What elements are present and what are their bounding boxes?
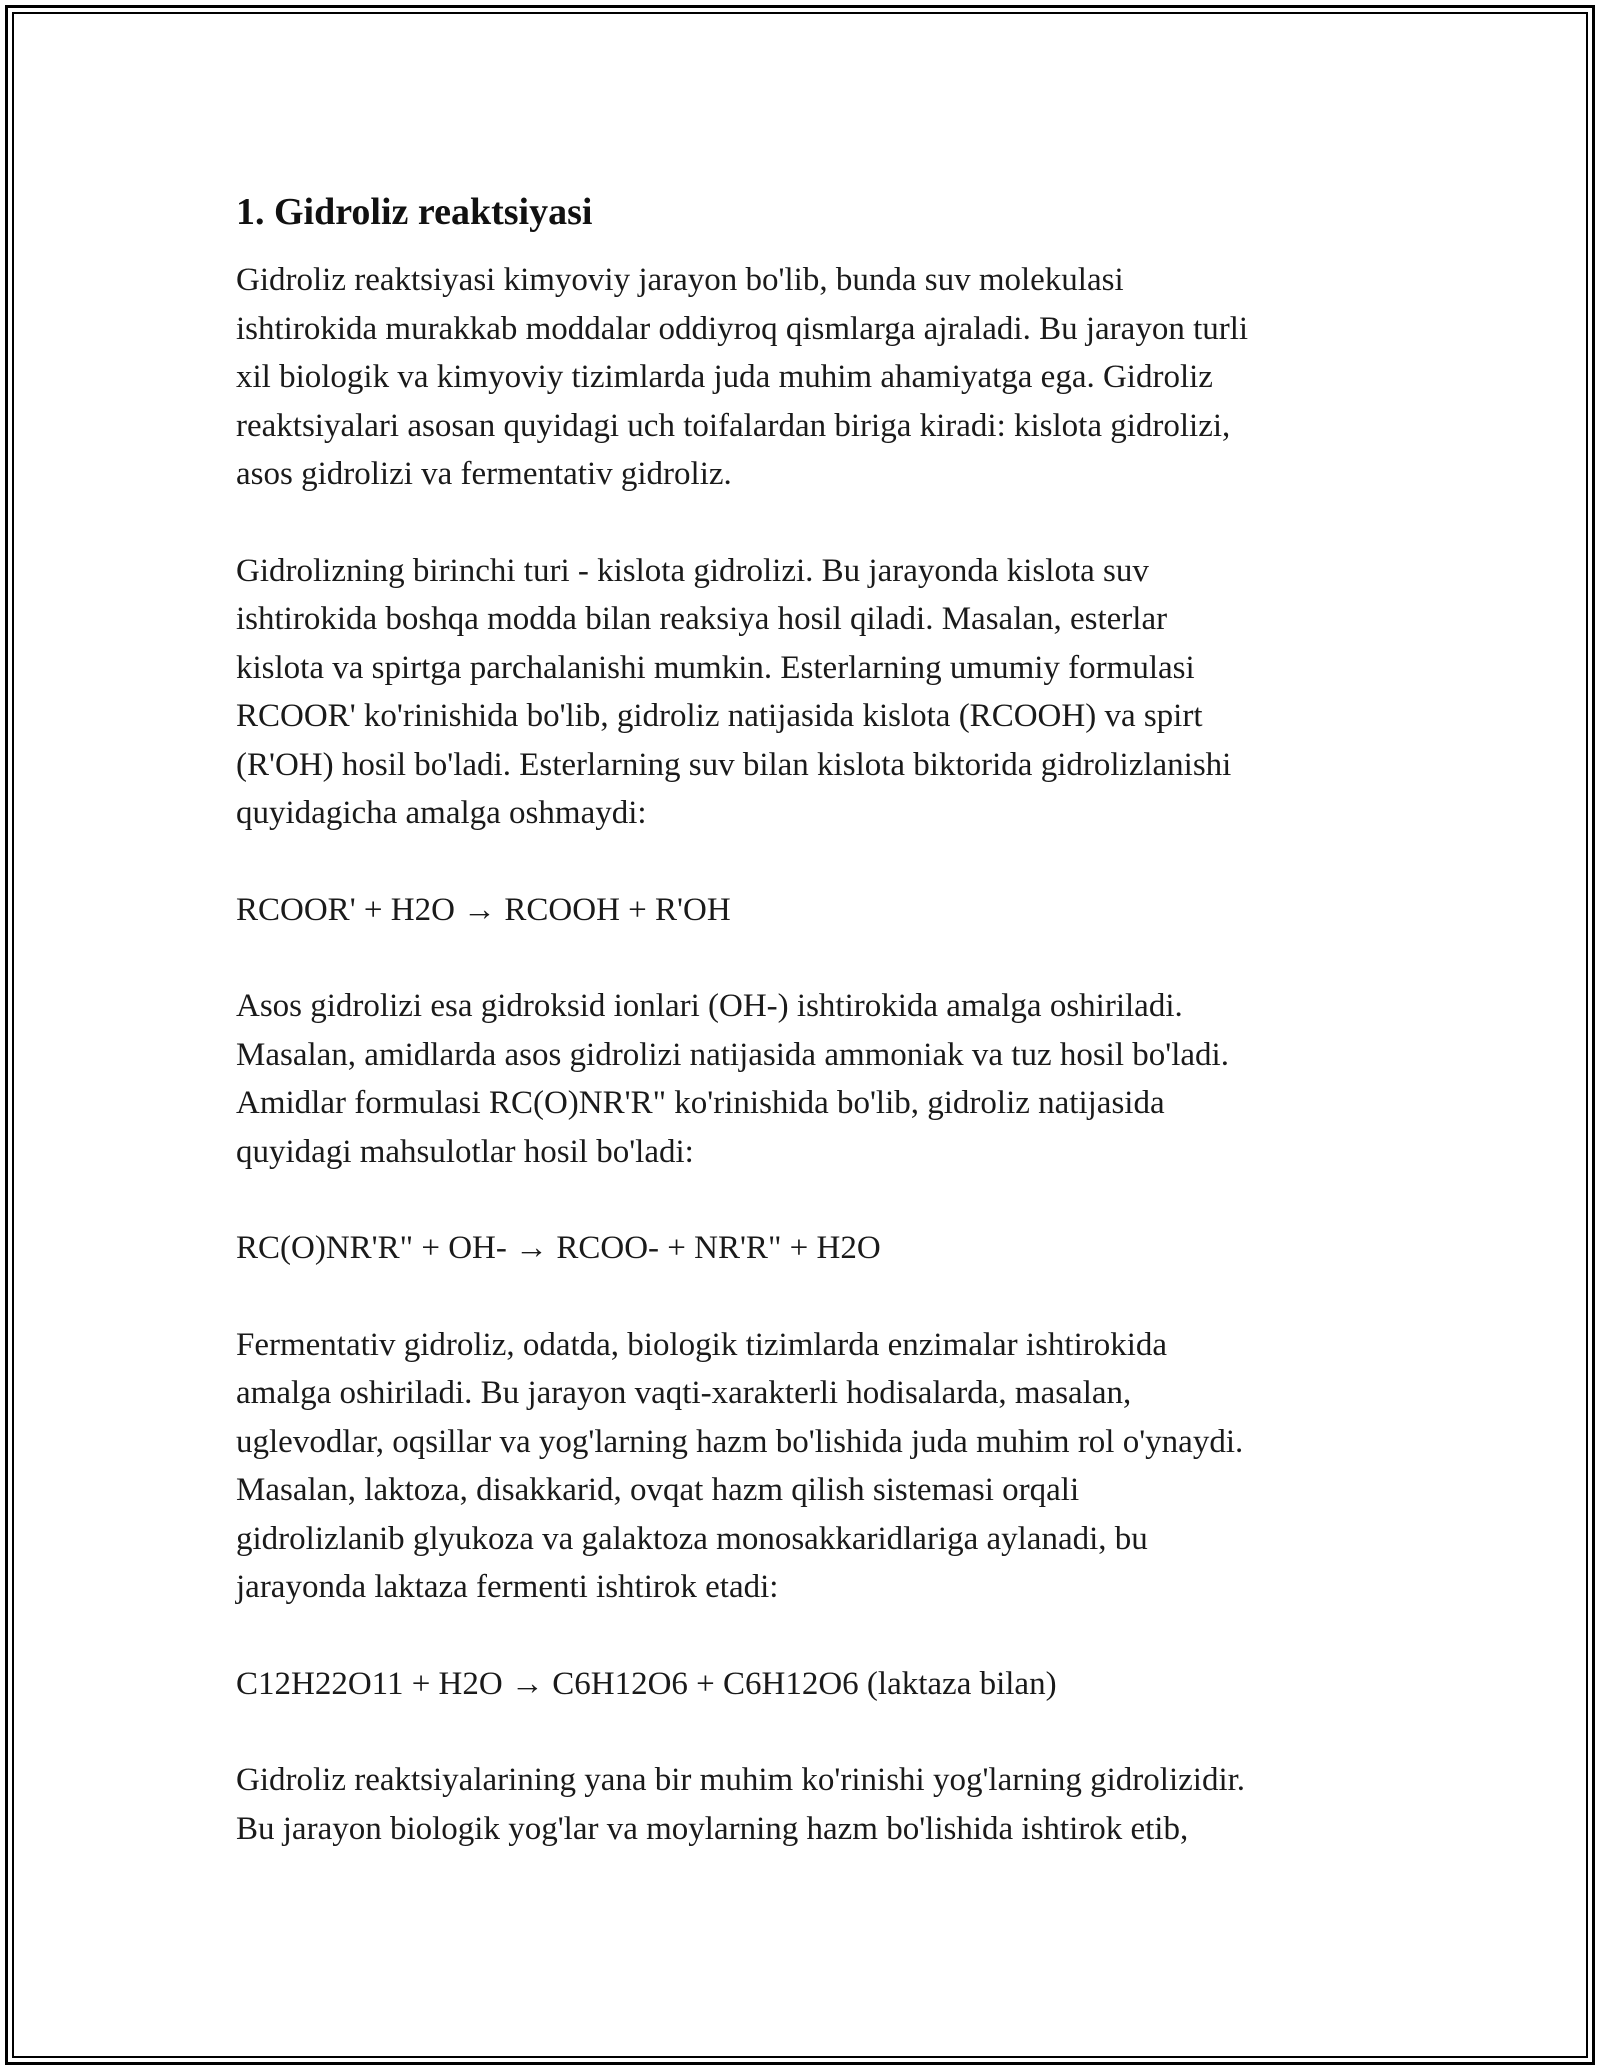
formula-ester-hydrolysis: RCOOR' + H2O → RCOOH + R'OH: [236, 891, 731, 928]
paragraph-fat-hydrolysis: Gidroliz reaktsiyalarining yana bir muhim ko'rinishi yog'larning gidrolizidir. Bu jarayon biologik yog'lar va moylarning hazm bo'lishida ishtirok etib,: [236, 1762, 1246, 1847]
document-body: [236, 182, 1366, 1901]
section-heading: 1. Gidroliz reaktsiyasi: [236, 191, 593, 233]
paragraph-intro: Gidroliz reaktsiyasi kimyoviy jarayon bo'lib, bunda suv molekulasi ishtirokida murakkab moddalar oddiyroq qismlarga ajraladi. Bu jarayon turli xil biologik va kimyoviy tizimlarda juda muhim ahamiyatga ega. Gidroliz reaktsiyalari asosan quyidagi uch toifalardan biriga kiradi: kislota gidrolizi, asos gidrolizi va fermentativ gidroliz.: [236, 262, 1249, 492]
paragraph-acid-hydrolysis: Gidrolizning birinchi turi - kislota gidrolizi. Bu jarayonda kislota suv ishtirokida boshqa modda bilan reaksiya hosil qiladi. Masalan, esterlar kislota va spirtga parchalanishi mumkin. Esterlarning umumiy formulasi RCOOR' ko'rinishida bo'lib, gidroliz natijasida kislota (RCOOH) va spirt (R'OH) hosil bo'ladi. Esterlarning suv bilan kislota biktorida gidrolizlanishi quyidagicha amalga oshmaydi:: [236, 552, 1232, 831]
paragraph-base-hydrolysis: Asos gidrolizi esa gidroksid ionlari (OH-) ishtirokida amalga oshiriladi. Masalan, amidlarda asos gidrolizi natijasida ammoniak va tuz hosil bo'ladi. Amidlar formulasi RC(O)NR'R" ko'rinishida bo'lib, gidroliz natijasida quyidagi mahsulotlar hosil bo'ladi:: [236, 988, 1229, 1170]
formula-amide-hydrolysis: RC(O)NR'R" + OH- → RCOO- + NR'R" + H2O: [236, 1230, 881, 1266]
formula-lactose-hydrolysis: C12H22O11 + H2O → C6H12O6 + C6H12O6 (laktaza bilan): [236, 1665, 1057, 1702]
paragraph-enzymatic-hydrolysis: Fermentativ gidroliz, odatda, biologik tizimlarda enzimalar ishtirokida amalga oshiriladi. Bu jarayon vaqti-xarakterli hodisalarda, masalan, uglevodlar, oqsillar va yog'larning hazm bo'lishida juda muhim rol o'ynaydi. Masalan, laktoza, disakkarid, ovqat hazm qilish sistemasi orqali gidrolizlanib glyukoza va galaktoza monosakkaridlariga aylanadi, bu jarayonda laktaza fermenti ishtirok etadi:: [236, 1326, 1244, 1605]
